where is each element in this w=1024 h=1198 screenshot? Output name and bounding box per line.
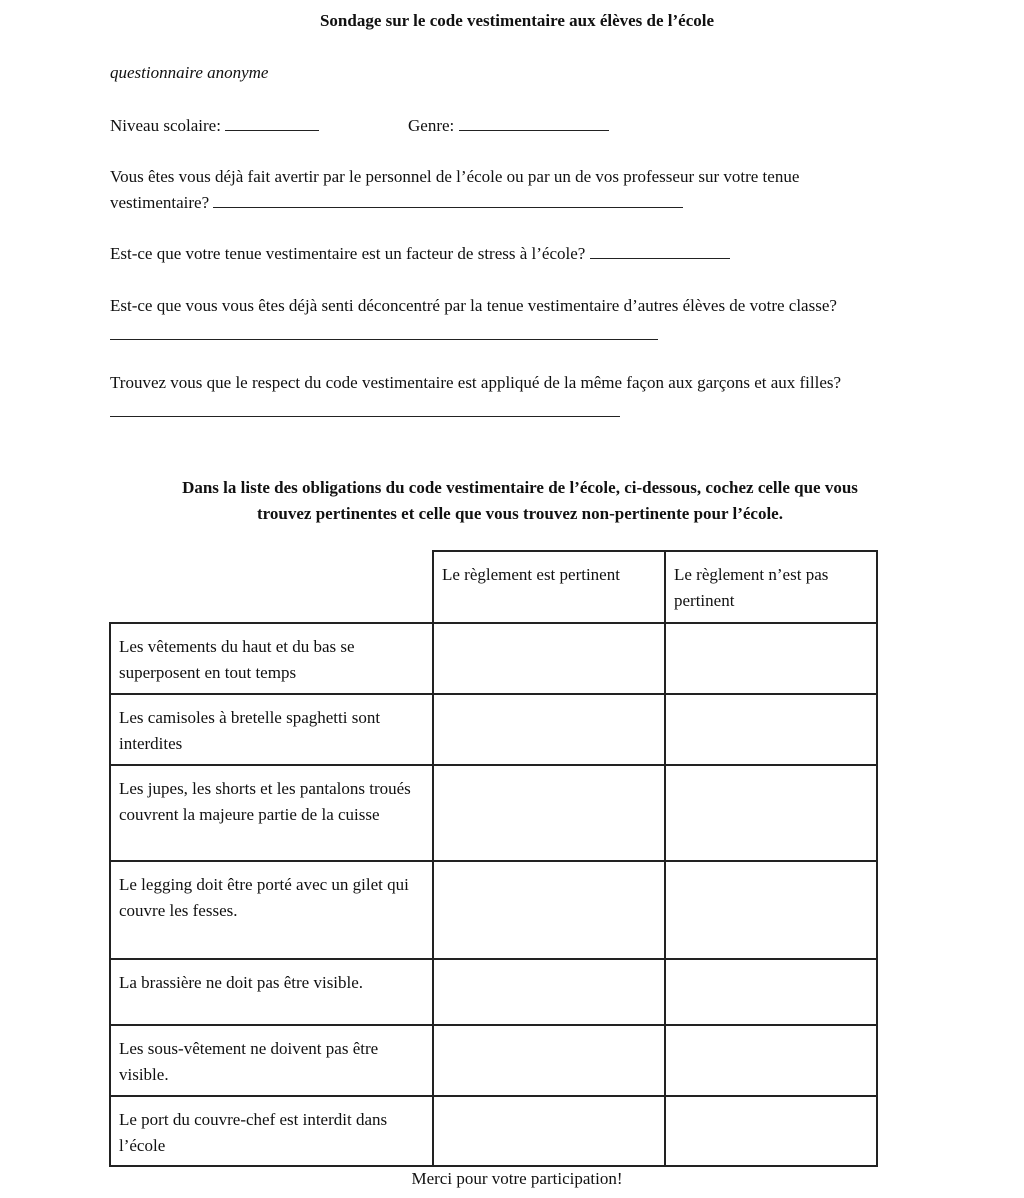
relevant-checkbox-cell[interactable] [433, 1096, 665, 1166]
table-row [110, 1025, 877, 1096]
relevant-checkbox-cell[interactable] [433, 861, 665, 959]
relevant-checkbox-cell[interactable] [433, 623, 665, 694]
question-2-answer-blank[interactable] [590, 244, 730, 259]
not-relevant-checkbox-cell[interactable] [665, 623, 877, 694]
anonymous-note: questionnaire anonyme [110, 63, 269, 82]
relevant-checkbox-cell[interactable] [433, 694, 665, 765]
rule-label: Les jupes, les shorts et les pantalons troués couvrent la majeure partie de la cuisse [110, 765, 433, 861]
question-1-line1: Vous êtes vous déjà fait avertir par le personnel de l’école ou par un de vos professeur sur votre tenue [110, 167, 800, 186]
rule-label: Le legging doit être porté avec un gilet qui couvre les fesses. [110, 861, 433, 959]
gender-blank[interactable] [459, 116, 609, 131]
gender-field [408, 116, 609, 136]
question-4-answer-line[interactable] [110, 416, 620, 417]
instructions-line-2: trouvez pertinentes et celle que vous trouvez non-pertinente pour l’école. [257, 504, 783, 523]
header-empty-cell [110, 551, 433, 623]
not-relevant-checkbox-cell[interactable] [665, 694, 877, 765]
relevant-checkbox-cell[interactable] [433, 765, 665, 861]
table-row [110, 623, 877, 694]
not-relevant-checkbox-cell[interactable] [665, 765, 877, 861]
header-relevant: Le règlement est pertinent [433, 551, 665, 623]
not-relevant-checkbox-cell[interactable] [665, 861, 877, 959]
table-row [110, 959, 877, 1025]
rule-label: Les vêtements du haut et du bas se superposent en tout temps [110, 623, 433, 694]
table-instructions [110, 475, 930, 527]
header-not-relevant: Le règlement n’est pas pertinent [665, 551, 877, 623]
grade-label: Niveau scolaire: [110, 116, 221, 135]
question-3-answer-line[interactable] [110, 339, 658, 340]
relevant-checkbox-cell[interactable] [433, 959, 665, 1025]
rule-label: Les camisoles à bretelle spaghetti sont interdites [110, 694, 433, 765]
rule-label: Le port du couvre-chef est interdit dans l’école [110, 1096, 433, 1166]
question-4-text: Trouvez vous que le respect du code vestimentaire est appliqué de la même façon aux garçons et aux filles? [110, 373, 842, 392]
question-1-answer-blank[interactable] [213, 193, 683, 208]
thank-you-note: Merci pour votre participation! [411, 1169, 623, 1188]
gender-label: Genre: [408, 116, 455, 135]
question-1-line2: vestimentaire? [110, 193, 210, 212]
table-row [110, 1096, 877, 1166]
rules-table [109, 550, 878, 1167]
table-row [110, 861, 877, 959]
question-1-line2-wrap [110, 193, 683, 213]
page-title: Sondage sur le code vestimentaire aux élèves de l’école [319, 11, 715, 30]
question-2-wrap [110, 244, 730, 264]
rule-label: Les sous-vêtement ne doivent pas être visible. [110, 1025, 433, 1096]
not-relevant-checkbox-cell[interactable] [665, 1025, 877, 1096]
table-header-row [110, 551, 877, 623]
relevant-checkbox-cell[interactable] [433, 1025, 665, 1096]
question-3-text: Est-ce que vous vous êtes déjà senti déconcentré par la tenue vestimentaire d’autres élèves de votre classe? [110, 296, 837, 315]
not-relevant-checkbox-cell[interactable] [665, 1096, 877, 1166]
instructions-line-1: Dans la liste des obligations du code vestimentaire de l’école, ci-dessous, cochez celle que vous [182, 478, 858, 497]
table-row [110, 765, 877, 861]
not-relevant-checkbox-cell[interactable] [665, 959, 877, 1025]
grade-field [110, 116, 319, 136]
grade-blank[interactable] [225, 116, 319, 131]
question-2-text: Est-ce que votre tenue vestimentaire est un facteur de stress à l’école? [110, 244, 586, 263]
table-row [110, 694, 877, 765]
rule-label: La brassière ne doit pas être visible. [110, 959, 433, 1025]
